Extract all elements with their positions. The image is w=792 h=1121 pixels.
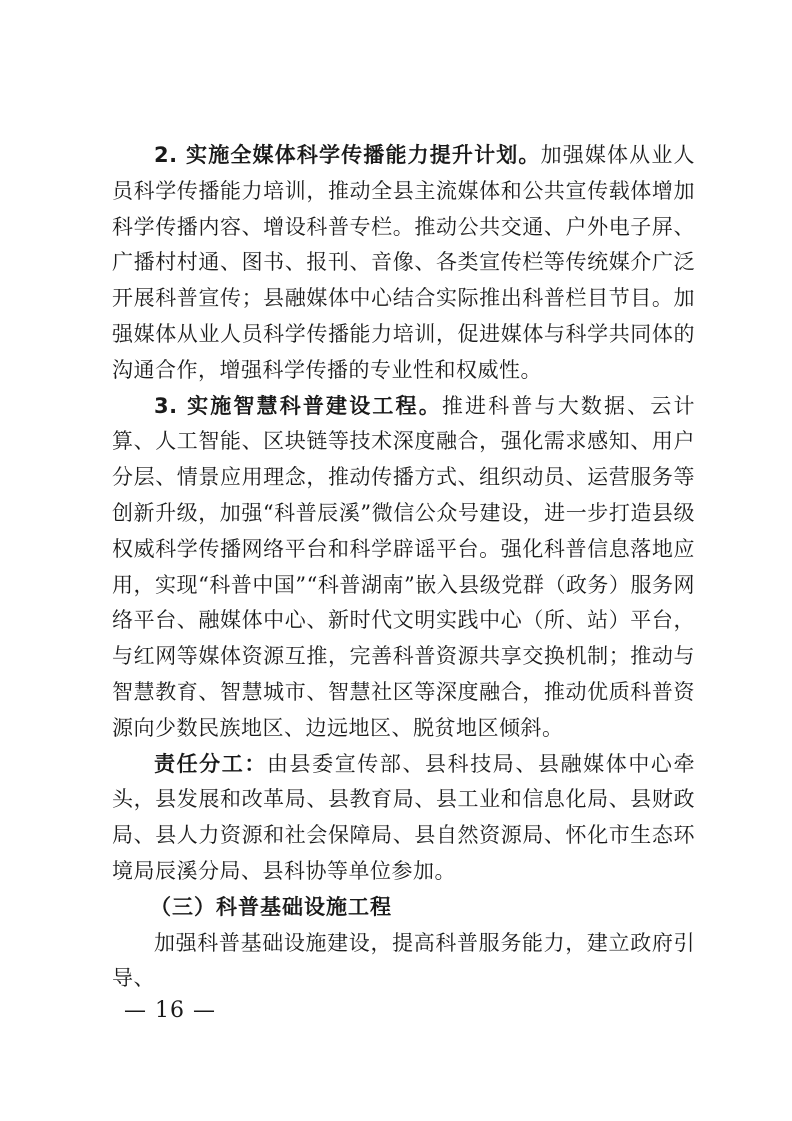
paragraph-body: 推进科普与大数据、云计算、人工智能、区块链等技术深度融合，强化需求感知、用户分层、情景应用理念，推动传播方式、组织动员、运营服务等创新升级，加强“科普辰溪”微信公众号建设，进一步打造县级权威科学传播网络平台和科学辟谣平台。强化科普信息落地应用，实现“科普中国”“科普湖南”嵌入县级党群（政务）服务网络平台、融媒体中心、新时代文明实践中心（所、站）平台，与红网等媒体资源互推，完善科普资源共享交换机制；推动与智慧教育、智慧城市、智慧社区等深度融合，推动优质科普资源向少数民族地区、边远地区、脱贫地区倾斜。: [112, 393, 696, 740]
paragraph-responsibility: [112, 747, 695, 890]
section-heading: （三）科普基础设施工程: [150, 894, 392, 919]
paragraph-infrastructure: 加强科普基础设施建设，提高科普服务能力，建立政府引导、: [112, 930, 695, 991]
paragraph-smart-science: [112, 389, 695, 747]
paragraph-lead: 责任分工：: [154, 751, 267, 776]
paragraph-media-plan: [112, 138, 695, 389]
paragraph-body: 加强媒体从业人员科学传播能力培训，推动全县主流媒体和公共宣传载体增加科学传播内容、增设科普专栏。推动公共交通、户外电子屏、广播村村通、图书、报刊、音像、各类宣传栏等传统媒介广泛开展科普宣传；县融媒体中心结合实际推出科普栏目节目。加强媒体从业人员科学传播能力培训，促进媒体与科学共同体的沟通合作，增强科学传播的专业性和权威性。: [112, 143, 695, 382]
document-page: [112, 138, 695, 997]
page-number: — 16 —: [124, 998, 216, 1023]
paragraph-lead: 2. 实施全媒体科学传播能力提升计划。: [154, 143, 541, 167]
paragraph-body: 由县委宣传部、县科技局、县融媒体中心牵头，县发展和改革局、县教育局、县工业和信息化局、县财政局、县人力资源和社会保障局、县自然资源局、怀化市生态环境局辰溪分局、县科协等单位参加。: [112, 751, 696, 883]
paragraph-lead: 3. 实施智慧科普建设工程。: [154, 393, 442, 418]
